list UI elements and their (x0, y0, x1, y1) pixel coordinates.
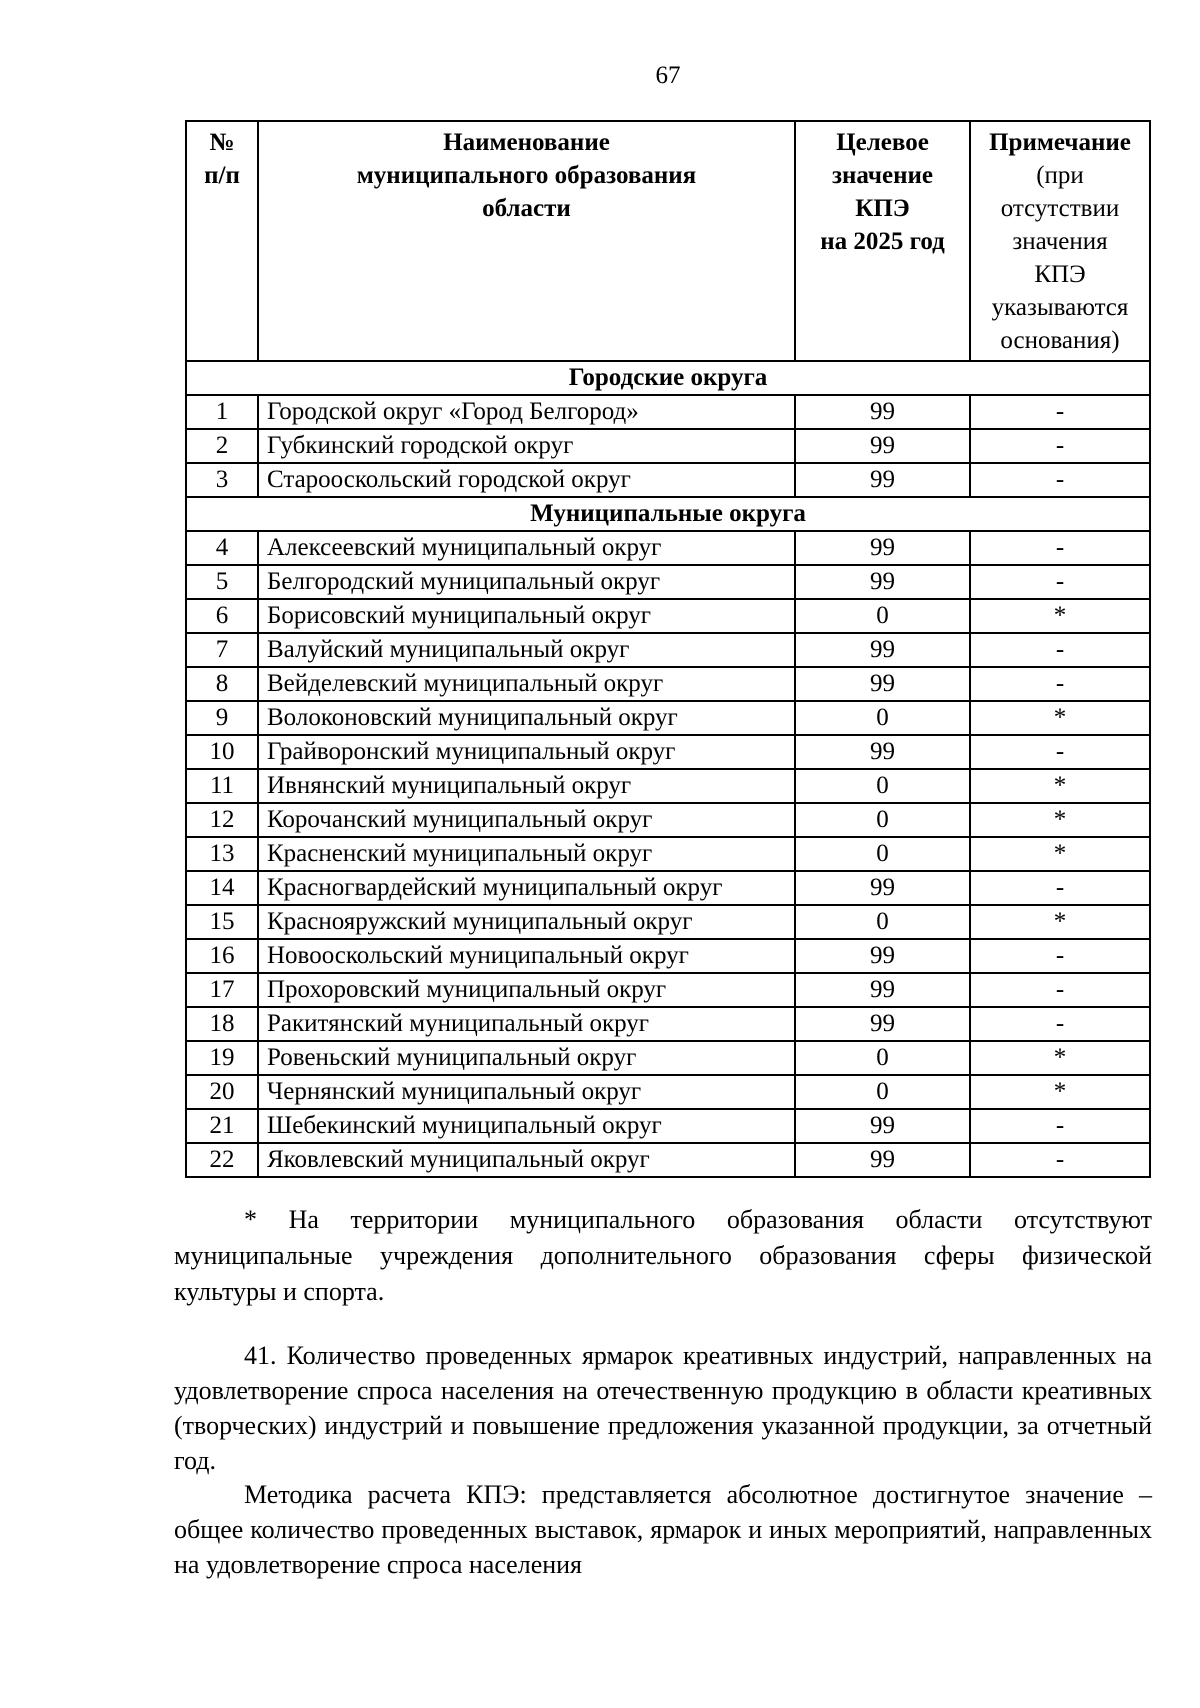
row-target-value: 99 (795, 1007, 970, 1041)
row-note: - (970, 939, 1150, 973)
row-target-value: 0 (795, 701, 970, 735)
header-name-line: Наименование (443, 129, 610, 156)
row-target-value: 99 (795, 395, 970, 429)
row-target-value: 99 (795, 939, 970, 973)
table-row (186, 803, 1150, 837)
row-municipality-name: Красненский муниципальный округ (258, 837, 795, 871)
row-note: - (970, 565, 1150, 599)
header-note-line: значения (1012, 228, 1108, 255)
table-row (186, 633, 1150, 667)
row-municipality-name: Грайворонский муниципальный округ (258, 735, 795, 769)
table-row (186, 769, 1150, 803)
row-number: 16 (186, 939, 258, 973)
row-municipality-name: Борисовский муниципальный округ (258, 599, 795, 633)
table-row (186, 463, 1150, 497)
row-number: 2 (186, 429, 258, 463)
header-num-line: п/п (204, 162, 240, 189)
header-note-title: Примечание (989, 129, 1131, 156)
row-target-value: 99 (795, 735, 970, 769)
header-target-line: на 2025 год (820, 228, 945, 255)
methodology-text: Методика расчета КПЭ: представляется абсолютное достигнутое значение – общее количество проведенных выставок, ярмарок и иных мероприятий, направленных на удовлетворение спроса населения (174, 1480, 1152, 1579)
row-municipality-name: Ракитянский муниципальный округ (258, 1007, 795, 1041)
header-num-line: № (209, 129, 235, 156)
header-note-line: КПЭ (1034, 261, 1086, 288)
row-target-value: 99 (795, 871, 970, 905)
table-row (186, 1041, 1150, 1075)
header-note-line: (при (1036, 162, 1084, 189)
row-number: 9 (186, 701, 258, 735)
row-number: 8 (186, 667, 258, 701)
row-note: - (970, 429, 1150, 463)
table-row (186, 871, 1150, 905)
row-target-value: 0 (795, 837, 970, 871)
row-number: 20 (186, 1075, 258, 1109)
table-row (186, 973, 1150, 1007)
row-target-value: 0 (795, 769, 970, 803)
row-number: 13 (186, 837, 258, 871)
row-number: 18 (186, 1007, 258, 1041)
row-target-value: 0 (795, 599, 970, 633)
row-target-value: 0 (795, 803, 970, 837)
table-row (186, 429, 1150, 463)
table-row (186, 1075, 1150, 1109)
row-note: * (970, 769, 1150, 803)
header-name-line: области (482, 195, 571, 222)
table-row (186, 701, 1150, 735)
header-name (258, 121, 795, 361)
row-municipality-name: Краснояружский муниципальный округ (258, 905, 795, 939)
row-municipality-name: Яковлевский муниципальный округ (258, 1143, 795, 1177)
row-note: * (970, 803, 1150, 837)
row-municipality-name: Прохоровский муниципальный округ (258, 973, 795, 1007)
table-row (186, 837, 1150, 871)
row-note: - (970, 735, 1150, 769)
row-number: 11 (186, 769, 258, 803)
row-note: - (970, 871, 1150, 905)
table-row (186, 1109, 1150, 1143)
table-row (186, 1007, 1150, 1041)
header-note (970, 121, 1150, 361)
table-row (186, 599, 1150, 633)
row-note: * (970, 1041, 1150, 1075)
section-row-municipal (186, 497, 1150, 531)
footnote: * На территории муниципального образования области отсутствуют муниципальные учреждения дополнительного образования сферы физической культуры и спорта. (174, 1205, 1152, 1306)
row-municipality-name: Красногвардейский муниципальный округ (258, 871, 795, 905)
row-note: * (970, 905, 1150, 939)
row-number: 10 (186, 735, 258, 769)
row-number: 22 (186, 1143, 258, 1177)
row-number: 1 (186, 395, 258, 429)
row-target-value: 99 (795, 973, 970, 1007)
row-target-value: 99 (795, 633, 970, 667)
header-num (186, 121, 258, 361)
header-target-line: КПЭ (855, 195, 910, 222)
row-note: - (970, 1143, 1150, 1177)
row-target-value: 0 (795, 1041, 970, 1075)
row-number: 12 (186, 803, 258, 837)
row-target-value: 99 (795, 1109, 970, 1143)
row-note: - (970, 531, 1150, 565)
row-number: 17 (186, 973, 258, 1007)
row-note: * (970, 1075, 1150, 1109)
row-target-value: 99 (795, 429, 970, 463)
row-note: - (970, 973, 1150, 1007)
section-title-urban: Городские округа (186, 361, 1150, 395)
header-target-line: значение (831, 162, 934, 189)
row-note: - (970, 1007, 1150, 1041)
row-note: * (970, 701, 1150, 735)
table-row (186, 735, 1150, 769)
row-municipality-name: Губкинский городской округ (258, 429, 795, 463)
table-header-row (186, 121, 1150, 361)
page-number: 67 (655, 62, 681, 89)
row-number: 7 (186, 633, 258, 667)
row-municipality-name: Ровеньский муниципальный округ (258, 1041, 795, 1075)
header-name-line: муниципального образования (356, 162, 697, 189)
row-number: 4 (186, 531, 258, 565)
table-row (186, 531, 1150, 565)
paragraph-41: 41. Количество проведенных ярмарок креативных индустрий, направленных на удовлетворение спроса населения на отечественную продукцию в области креативных (творческих) индустрий и повышение предложения указанной продукции, за отчетный год. (174, 1341, 1152, 1475)
row-target-value: 0 (795, 905, 970, 939)
row-number: 19 (186, 1041, 258, 1075)
row-number: 5 (186, 565, 258, 599)
row-target-value: 99 (795, 531, 970, 565)
row-municipality-name: Новооскольский муниципальный округ (258, 939, 795, 973)
row-municipality-name: Валуйский муниципальный округ (258, 633, 795, 667)
header-target-line: Целевое (836, 129, 929, 156)
row-number: 21 (186, 1109, 258, 1143)
header-note-line: основания) (1000, 327, 1120, 354)
row-target-value: 99 (795, 565, 970, 599)
table-row (186, 667, 1150, 701)
row-note: * (970, 599, 1150, 633)
table-row (186, 395, 1150, 429)
row-number: 15 (186, 905, 258, 939)
table-row (186, 939, 1150, 973)
row-target-value: 99 (795, 667, 970, 701)
row-note: - (970, 463, 1150, 497)
row-target-value: 0 (795, 1075, 970, 1109)
row-municipality-name: Старооскольский городской округ (258, 463, 795, 497)
table-row (186, 905, 1150, 939)
row-municipality-name: Шебекинский муниципальный округ (258, 1109, 795, 1143)
row-number: 6 (186, 599, 258, 633)
row-note: - (970, 395, 1150, 429)
row-note: - (970, 667, 1150, 701)
header-note-line: указываются (991, 294, 1129, 321)
row-municipality-name: Волоконовский муниципальный округ (258, 701, 795, 735)
table-row (186, 565, 1150, 599)
row-note: - (970, 633, 1150, 667)
table-row (186, 1143, 1150, 1177)
row-number: 14 (186, 871, 258, 905)
header-target (795, 121, 970, 361)
row-municipality-name: Городской округ «Город Белгород» (258, 395, 795, 429)
row-note: - (970, 1109, 1150, 1143)
row-target-value: 99 (795, 463, 970, 497)
methodology-paragraph (174, 1477, 1152, 1582)
kpe-table (185, 120, 1151, 1178)
row-municipality-name: Корочанский муниципальный округ (258, 803, 795, 837)
row-note: * (970, 837, 1150, 871)
row-target-value: 99 (795, 1143, 970, 1177)
row-municipality-name: Чернянский муниципальный округ (258, 1075, 795, 1109)
row-municipality-name: Вейделевский муниципальный округ (258, 667, 795, 701)
row-number: 3 (186, 463, 258, 497)
section-title-municipal: Муниципальные округа (186, 497, 1150, 531)
section-row-urban (186, 361, 1150, 395)
row-municipality-name: Белгородский муниципальный округ (258, 565, 795, 599)
row-municipality-name: Алексеевский муниципальный округ (258, 531, 795, 565)
row-municipality-name: Ивнянский муниципальный округ (258, 769, 795, 803)
header-note-line: отсутствии (1000, 195, 1120, 222)
